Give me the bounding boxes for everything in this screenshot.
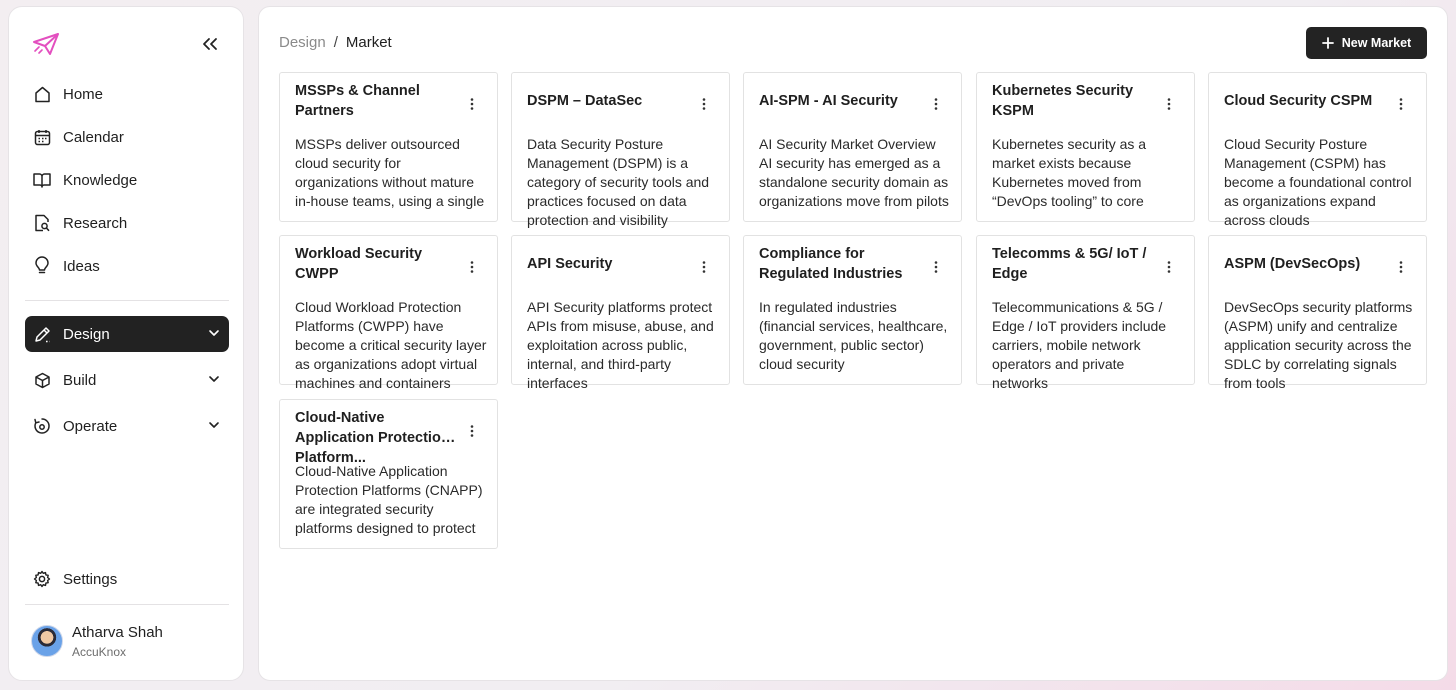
market-card[interactable] [976, 235, 1195, 391]
calendar-icon [33, 128, 51, 146]
market-card[interactable] [1208, 235, 1427, 391]
nav-item-operate[interactable] [25, 408, 229, 444]
card-title: AI-SPM - AI Security [759, 93, 898, 109]
avatar [31, 625, 63, 657]
more-options-icon[interactable] [1166, 97, 1172, 111]
home-icon [33, 85, 51, 103]
card-header [759, 236, 924, 292]
nav-label-research: Research [63, 214, 128, 232]
card-title: MSSPs & Channel Partners [295, 83, 420, 119]
card-title: DSPM – DataSec [527, 93, 643, 109]
card-title: Cloud-Native Application Protection Platform... [295, 410, 450, 466]
breadcrumb-parent[interactable]: Design [279, 34, 326, 51]
breadcrumb [279, 34, 392, 51]
card-header [759, 73, 924, 129]
market-card[interactable] [511, 235, 730, 391]
card-description: MSSPs deliver outsourced cloud security for organizations without mature in-house teams, using a single [295, 136, 485, 209]
card-header [992, 73, 1157, 129]
main-panel [258, 6, 1448, 681]
plus-icon [1322, 37, 1334, 49]
lightbulb-icon [33, 257, 51, 275]
new-market-button[interactable] [1306, 27, 1427, 59]
more-options-icon[interactable] [1166, 260, 1172, 274]
market-card[interactable] [743, 235, 962, 385]
more-options-icon[interactable] [469, 424, 475, 438]
market-card[interactable] [1208, 72, 1427, 228]
card-header [295, 73, 460, 129]
more-options-icon[interactable] [1398, 97, 1404, 111]
market-card[interactable] [279, 399, 498, 549]
more-options-icon[interactable] [469, 97, 475, 111]
nav-label-design: Design [63, 325, 110, 343]
new-market-label: New Market [1341, 36, 1412, 50]
card-title: Kubernetes Security KSPM [992, 83, 1134, 119]
nav-item-research[interactable] [25, 205, 229, 241]
card-title: Telecomms & 5G/ IoT / Edge [992, 246, 1147, 282]
card-description: Cloud Security Posture Management (CSPM) has become a foundational control as organizations expand across clouds [1224, 136, 1412, 228]
nav-label-ideas: Ideas [63, 257, 100, 275]
card-header [1224, 73, 1389, 129]
market-card[interactable] [279, 72, 498, 222]
card-header [295, 400, 460, 466]
research-icon [33, 214, 51, 232]
more-options-icon[interactable] [1398, 260, 1404, 274]
more-options-icon[interactable] [933, 97, 939, 111]
card-title: Compliance for Regulated Industries [759, 246, 903, 282]
gear-icon [33, 570, 51, 588]
nav-item-calendar[interactable] [25, 119, 229, 155]
more-options-icon[interactable] [701, 97, 707, 111]
card-title: Workload Security CWPP [295, 246, 423, 282]
card-header [527, 236, 692, 292]
chevron-down-icon[interactable] [207, 326, 221, 340]
pen-icon [33, 325, 51, 343]
nav-item-ideas[interactable] [25, 248, 229, 284]
cycle-icon [33, 417, 51, 435]
more-options-icon[interactable] [701, 260, 707, 274]
nav-label-build: Build [63, 371, 97, 389]
user-profile[interactable] [31, 619, 231, 663]
nav-item-knowledge[interactable] [25, 162, 229, 198]
card-description: API Security platforms protect APIs from misuse, abuse, and exploitation across public, internal, and third-party interfaces [527, 299, 714, 391]
nav-label-calendar: Calendar [63, 128, 124, 146]
breadcrumb-separator: / [333, 34, 338, 51]
paper-plane-icon[interactable] [33, 33, 67, 61]
card-header [1224, 236, 1389, 292]
book-icon [33, 171, 51, 189]
nav-item-design[interactable] [25, 316, 229, 352]
nav-item-settings[interactable] [25, 561, 229, 597]
card-header [527, 73, 692, 129]
card-title: ASPM (DevSecOps) [1224, 256, 1361, 272]
card-description: In regulated industries (financial services, healthcare, government, public sector) cloud security [759, 299, 948, 372]
more-options-icon[interactable] [933, 260, 939, 274]
nav-item-home[interactable] [25, 76, 229, 112]
nav-label-knowledge: Knowledge [63, 171, 138, 189]
market-card[interactable] [976, 72, 1195, 222]
sidebar [8, 6, 244, 681]
market-card[interactable] [743, 72, 962, 222]
sidebar-divider [25, 300, 229, 301]
card-description: Telecommunications & 5G / Edge / IoT providers include carriers, mobile network operators and private networks [992, 299, 1167, 391]
user-org: AccuKnox [72, 644, 127, 659]
nav-item-build[interactable] [25, 362, 229, 398]
card-description: Data Security Posture Management (DSPM) is a category of security tools and practices focused on data protection and visibility [527, 136, 710, 228]
cube-icon [33, 371, 51, 389]
nav-label-settings: Settings [63, 570, 118, 588]
nav-label-home: Home [63, 85, 104, 103]
card-title: API Security [527, 256, 613, 272]
card-description: Cloud-Native Application Protection Platforms (CNAPP) are integrated security platforms designed to protect [295, 463, 483, 536]
card-description: Cloud Workload Protection Platforms (CWPP) have become a critical security layer as organizations adopt virtual machines and containers [295, 299, 487, 391]
collapse-sidebar-icon[interactable] [199, 33, 221, 55]
card-title: Cloud Security CSPM [1224, 93, 1373, 109]
card-description: DevSecOps security platforms (ASPM) unify and centralize application security across the SDLC by correlating signals from tools [1224, 299, 1413, 391]
chevron-down-icon[interactable] [207, 372, 221, 386]
card-description: Kubernetes security as a market exists because Kubernetes moved from “DevOps tooling” to core [992, 136, 1147, 209]
market-card[interactable] [511, 72, 730, 228]
market-card[interactable] [279, 235, 498, 391]
user-name: Atharva Shah [72, 623, 163, 641]
more-options-icon[interactable] [469, 260, 475, 274]
card-header [992, 236, 1157, 292]
chevron-down-icon[interactable] [207, 418, 221, 432]
card-description: AI Security Market Overview AI security has emerged as a standalone security domain as organizations move from pilots [759, 136, 949, 209]
nav-label-operate: Operate [63, 417, 118, 435]
card-header [295, 236, 460, 292]
sidebar-divider [25, 604, 229, 605]
breadcrumb-current: Market [345, 34, 392, 51]
